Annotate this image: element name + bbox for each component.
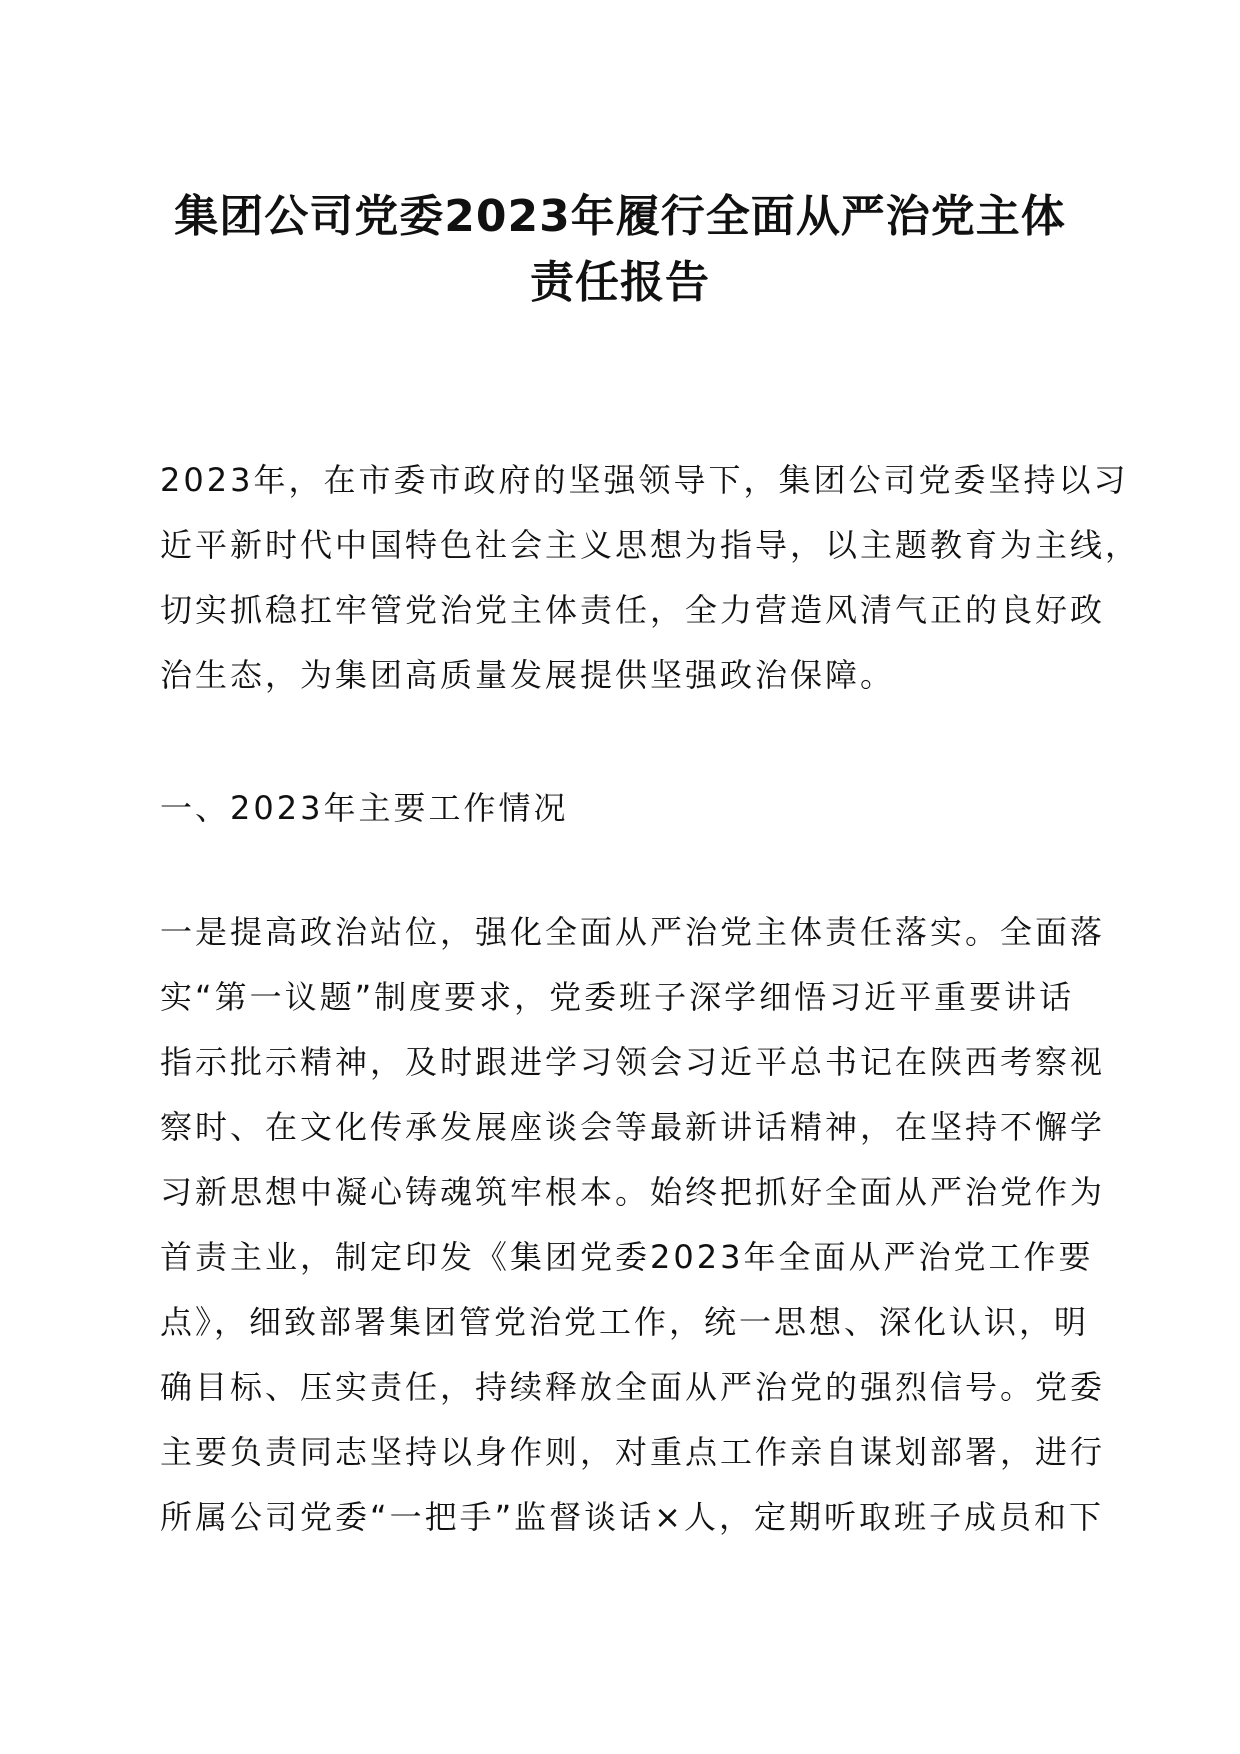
text-line: 实“第一议题”制度要求，党委班子深学细悟习近平重要讲话 bbox=[160, 978, 1075, 1016]
section-heading bbox=[160, 776, 1080, 841]
text-line: 点》，细致部署集团管党治党工作，统一思想、深化认识，明 bbox=[160, 1303, 1090, 1341]
text-line: 指示批示精神，及时跟进学习领会习近平总书记在陕西考察视 bbox=[160, 1043, 1106, 1081]
document-title bbox=[140, 184, 1100, 316]
text-line: 近平新时代中国特色社会主义思想为指导，以主题教育为主线， bbox=[160, 526, 1141, 564]
section-heading-text: 一、2023年主要工作情况 bbox=[160, 789, 569, 827]
body-paragraph bbox=[160, 900, 1106, 1550]
text-line: 切实抓稳扛牢管党治党主体责任，全力营造风清气正的良好政 bbox=[160, 591, 1106, 629]
title-line: 责任报告 bbox=[530, 257, 710, 308]
text-line: 所属公司党委“一把手”监督谈话×人，定期听取班子成员和下 bbox=[160, 1498, 1104, 1536]
text-line: 首责主业，制定印发《集团党委2023年全面从严治党工作要 bbox=[160, 1238, 1094, 1276]
text-line: 治生态，为集团高质量发展提供坚强政治保障。 bbox=[160, 656, 896, 694]
text-line: 2023年，在市委市政府的坚强领导下，集团公司党委坚持以习 bbox=[160, 461, 1129, 499]
text-line: 主要负责同志坚持以身作则，对重点工作亲自谋划部署，进行 bbox=[160, 1433, 1106, 1471]
text-line: 一是提高政治站位，强化全面从严治党主体责任落实。全面落 bbox=[160, 913, 1106, 951]
text-line: 确目标、压实责任，持续释放全面从严治党的强烈信号。党委 bbox=[160, 1368, 1106, 1406]
intro-paragraph bbox=[160, 448, 1141, 708]
text-line: 察时、在文化传承发展座谈会等最新讲话精神，在坚持不懈学 bbox=[160, 1108, 1106, 1146]
title-line: 集团公司党委2023年履行全面从严治党主体 bbox=[174, 191, 1066, 242]
text-line: 习新思想中凝心铸魂筑牢根本。始终把抓好全面从严治党作为 bbox=[160, 1173, 1106, 1211]
